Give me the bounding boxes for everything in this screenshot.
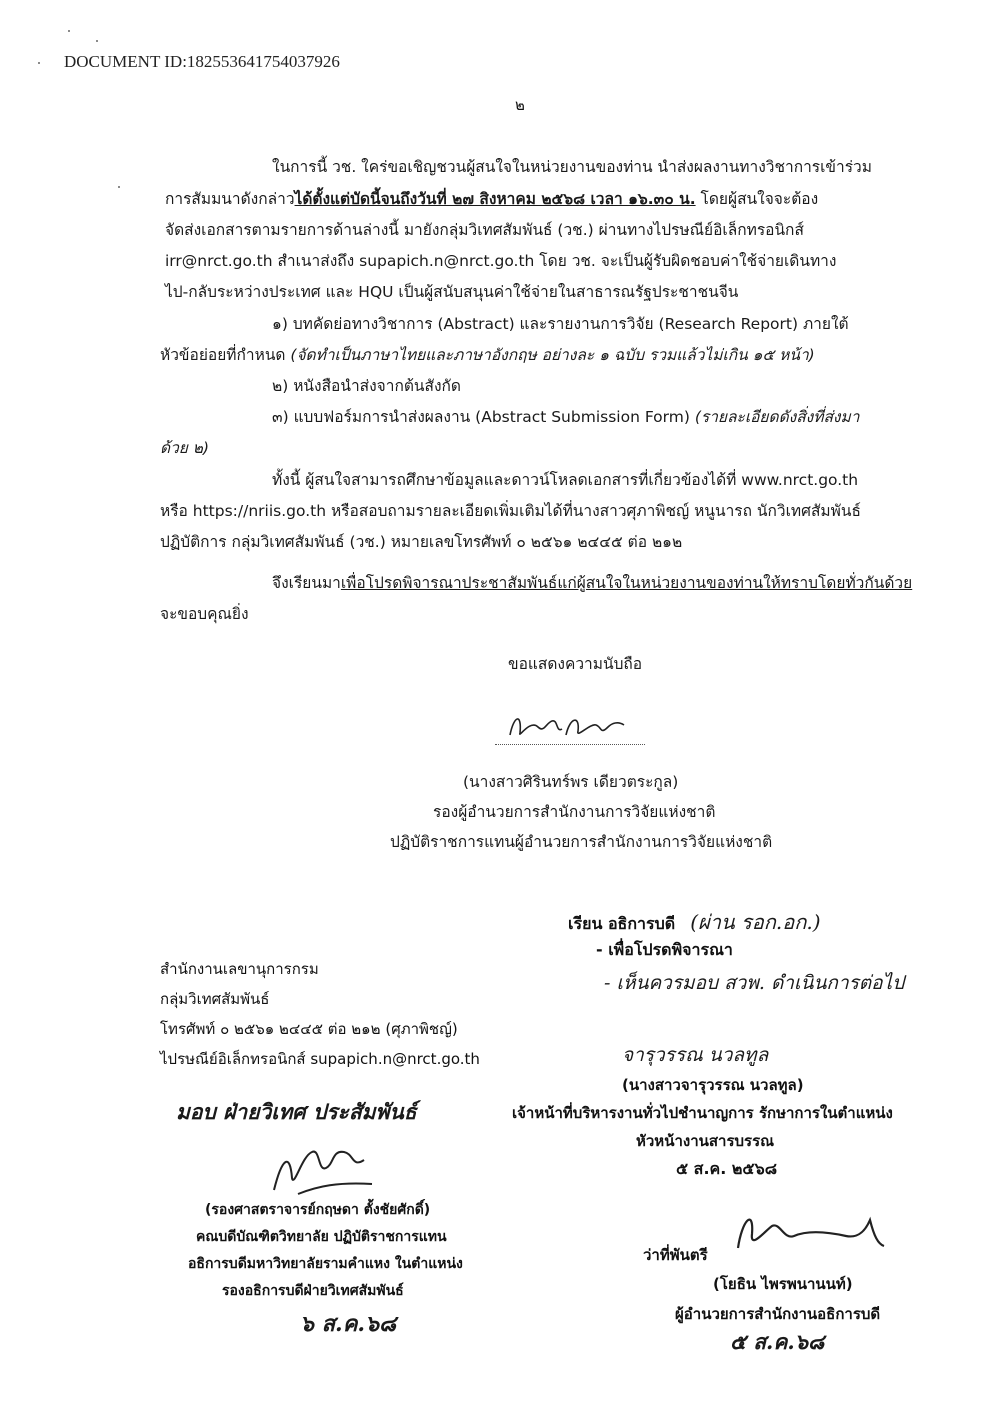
- routing-officer-name: (นางสาวจารุวรรณ นวลทูล): [622, 1076, 804, 1094]
- officer-rank: ว่าที่พันตรี: [643, 1246, 708, 1264]
- signature-dean: [268, 1138, 378, 1198]
- dean-title-2: อธิการบดีมหาวิทยาลัยรามคำแหง ในตำแหน่ง: [188, 1256, 463, 1272]
- dean-title-3: รองอธิการบดีฝ่ายวิเทศสัมพันธ์: [222, 1283, 404, 1299]
- dean-title-1: คณบดีบัณฑิตวิทยาลัย ปฏิบัติราชการแทน: [196, 1229, 447, 1245]
- item-3-line1: [272, 404, 859, 429]
- routing-officer-title-2: หัวหน้างานสารบรรณ: [636, 1132, 775, 1150]
- endorsement-handwritten: มอบ ฝ่ายวิเทศ ประสัมพันธ์: [176, 1099, 417, 1124]
- para3-line1-start: จึงเรียนมา: [272, 574, 341, 592]
- item-1-note: (จัดทำเป็นภาษาไทยและภาษาอังกฤษ อย่างละ ๑ ฉบับ รวมแล้วไม่เกิน ๑๕ หน้า): [290, 346, 815, 364]
- item-1-subtopic: หัวข้อย่อยที่กำหนด: [160, 346, 291, 364]
- routing-line1: [568, 906, 821, 938]
- item-1-line2: [160, 342, 815, 367]
- dean-handwritten-date: ๖ ส.ค.๖๘: [300, 1311, 397, 1337]
- para1-line1: ในการนี้ วช. ใคร่ขอเชิญชวนผู้สนใจในหน่วยงานของท่าน นำส่งผลงานทางวิชาการเข้าร่วม: [272, 158, 872, 176]
- para1-line2: [165, 186, 818, 211]
- para1-line5: ไป-กลับระหว่างประเทศ และ HQU เป็นผู้สนับสนุนค่าใช้จ่ายในสาธารณรัฐประชาชนจีน: [165, 283, 739, 301]
- para3-line1-underlined: เพื่อโปรดพิจารณาประชาสัมพันธ์แก่ผู้สนใจในหน่วยงานของท่านให้ทราบโดยทั่วกันด้วย: [340, 574, 913, 592]
- routing-officer-title-1: เจ้าหน้าที่บริหารงานทั่วไปชำนาญการ รักษาการในตำแหน่ง: [512, 1104, 893, 1122]
- office-director-handwritten-date: ๕ ส.ค.๖๘: [730, 1329, 825, 1354]
- office-director-name: (โยธิน ไพรพนานนท์): [713, 1275, 853, 1293]
- item-3-note: (รายละเอียดดังสิ่งที่ส่งมา: [694, 408, 860, 426]
- para1-line2-end: โดยผู้สนใจจะต้อง: [695, 190, 819, 208]
- sender-office: สำนักงานเลขานุการกรม: [160, 960, 319, 978]
- sender-group: กลุ่มวิเทศสัมพันธ์: [160, 990, 270, 1008]
- para3-line1: [272, 570, 912, 595]
- deadline-text: ได้ตั้งแต่บัดนี้จนถึงวันที่ ๒๗ สิงหาคม ๒๕๖๘ เวลา ๑๖.๓๐ น.: [294, 190, 696, 208]
- para2-line3: ปฏิบัติการ กลุ่มวิเทศสัมพันธ์ (วช.) หมายเลขโทรศัพท์ ๐ ๒๕๖๑ ๒๔๔๕ ต่อ ๒๑๒: [160, 533, 683, 551]
- item-2: ๒) หนังสือนำส่งจากต้นสังกัด: [272, 377, 461, 395]
- para2-line2: หรือ https://nriis.go.th หรือสอบถามรายละเอียดเพิ่มเติมได้ที่นางสาวศุภาพิชญ์ หนูนารถ นักวิเทศสัมพันธ์: [160, 502, 861, 520]
- office-director-title: ผู้อำนวยการสำนักงานอธิการบดี: [675, 1305, 881, 1323]
- dean-name: (รองศาสตราจารย์กฤษดา ตั้งชัยศักดิ์): [205, 1202, 431, 1218]
- signer-name: (นางสาวศิรินทร์พร เดียวตระกูล): [463, 773, 679, 791]
- signer-title-2: ปฏิบัติราชการแทนผู้อำนวยการสำนักงานการวิจัยแห่งชาติ: [390, 833, 773, 851]
- signer-title-1: รองผู้อำนวยการสำนักงานการวิจัยแห่งชาติ: [433, 803, 716, 821]
- signature-office-director: [728, 1200, 888, 1260]
- sender-phone: โทรศัพท์ ๐ ๒๕๖๑ ๒๔๔๕ ต่อ ๒๑๒ (ศุภาพิชญ์): [160, 1020, 458, 1038]
- signature-line: [495, 744, 645, 745]
- routing-via: (ผ่าน รอก.อก.): [690, 910, 821, 934]
- para3-line2: จะขอบคุณยิ่ง: [160, 605, 249, 623]
- para2-line1: ทั้งนี้ ผู้สนใจสามารถศึกษาข้อมูลและดาวน์โหลดเอกสารที่เกี่ยวข้องได้ที่ www.nrct.go.th: [272, 471, 859, 489]
- para1-line3: จัดส่งเอกสารตามรายการด้านล่างนี้ มายังกลุ่มวิเทศสัมพันธ์ (วช.) ผ่านทางไปรษณีย์อิเล็กทรอนิกส์: [165, 221, 804, 239]
- sender-email: ไปรษณีย์อิเล็กทรอนิกส์ supapich.n@nrct.go.th: [160, 1050, 480, 1068]
- routing-handwritten-name: จารุวรรณ นวลทูล: [622, 1044, 769, 1066]
- routing-to: เรียน อธิการบดี: [568, 914, 676, 933]
- routing-line2: - เพื่อโปรดพิจารณา: [596, 940, 733, 959]
- item-3-text: ๓) แบบฟอร์มการนำส่งผลงาน (Abstract Submission Form): [272, 408, 695, 426]
- document-id: DOCUMENT ID:182553641754037926: [64, 52, 340, 71]
- signature-director: [500, 705, 640, 745]
- item-1-line1: ๑) บทคัดย่อทางวิชาการ (Abstract) และรายงานการวิจัย (Research Report) ภายใต้: [272, 315, 849, 333]
- para1-line4: irr@nrct.go.th สำเนาส่งถึง supapich.n@nrct.go.th โดย วช. จะเป็นผู้รับผิดชอบค่าใช้จ่ายเดินทาง: [165, 252, 837, 270]
- para1-line2-start: การสัมมนาดังกล่าว: [165, 190, 295, 208]
- page-number: ๒: [515, 96, 525, 114]
- closing-text: ขอแสดงความนับถือ: [508, 655, 643, 673]
- routing-date: ๕ ส.ค. ๒๕๖๘: [676, 1159, 778, 1178]
- item-3-line2: ด้วย ๒): [160, 439, 210, 457]
- routing-line3: - เห็นควรมอบ สวพ. ดำเนินการต่อไป: [604, 972, 905, 994]
